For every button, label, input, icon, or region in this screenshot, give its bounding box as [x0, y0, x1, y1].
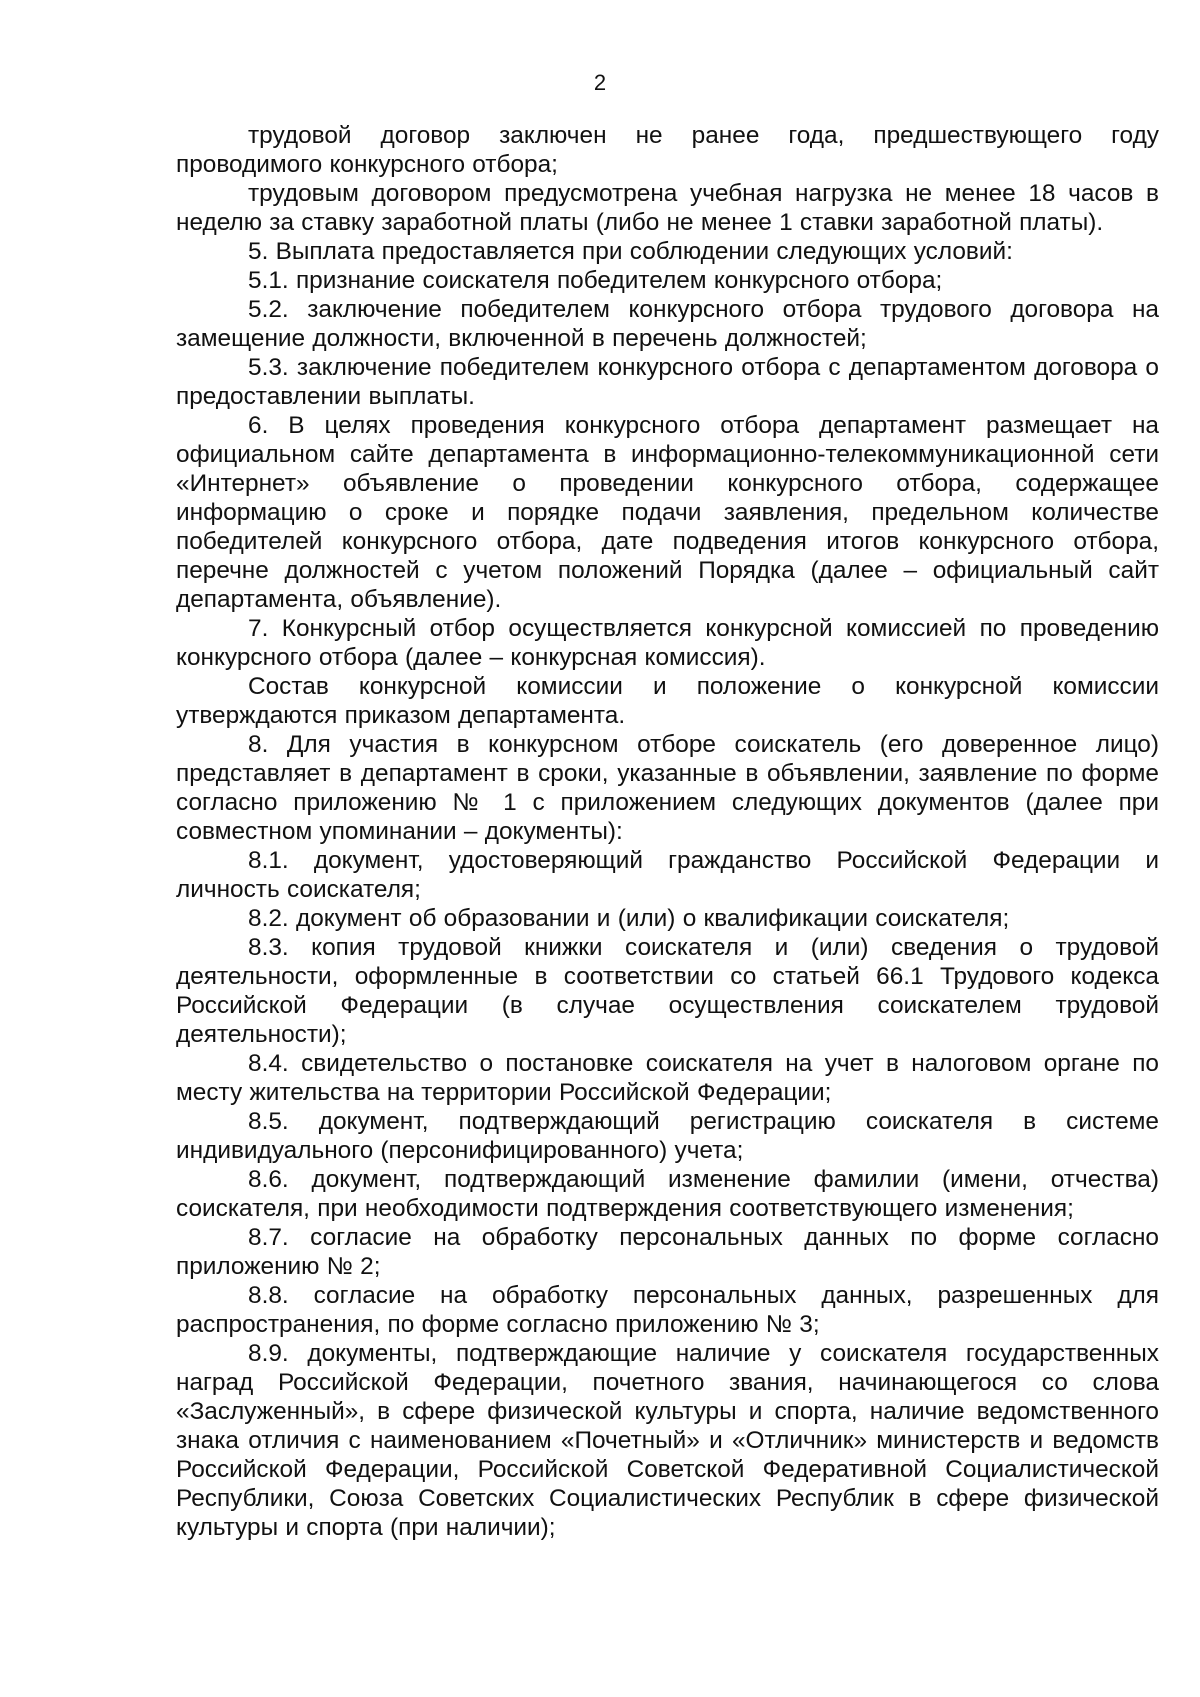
paragraph-8-6: 8.6. документ, подтверждающий изменение фамилии (имени, отчества) соискателя, при необходимости подтверждения соответствующего изменения; [176, 1166, 1159, 1222]
paragraph-8-5: 8.5. документ, подтверждающий регистрацию соискателя в системе индивидуального (персонифицированного) учета; [176, 1108, 1159, 1164]
paragraph-8-2: 8.2. документ об образовании и (или) о квалификации соискателя; [248, 905, 1010, 932]
paragraph-8-7: 8.7. согласие на обработку персональных данных по форме согласно приложению № 2; [176, 1224, 1159, 1280]
paragraph-8-4: 8.4. свидетельство о постановке соискателя на учет в налоговом органе по месту жительства на территории Российской Федерации; [176, 1050, 1159, 1106]
paragraph-8-1: 8.1. документ, удостоверяющий гражданство Российской Федерации и личность соискателя; [176, 847, 1159, 903]
document-body [176, 121, 1159, 1542]
paragraph-7: 7. Конкурсный отбор осуществляется конкурсной комиссией по проведению конкурсного отбора (далее – конкурсная комиссия). [176, 615, 1159, 671]
paragraph-8-3: 8.3. копия трудовой книжки соискателя и (или) сведения о трудовой деятельности, оформленные в соответствии со статьей 66.1 Трудового кодекса Российской Федерации (в случае осуществления соискателем трудовой деятельности); [176, 934, 1159, 1048]
page-number: 2 [593, 70, 607, 95]
paragraph-8-8: 8.8. согласие на обработку персональных данных, разрешенных для распространения, по форме согласно приложению № 3; [176, 1282, 1159, 1338]
paragraph-5-3: 5.3. заключение победителем конкурсного отбора с департаментом договора о предоставлении выплаты. [176, 354, 1159, 410]
paragraph-5-conditions: 5. Выплата предоставляется при соблюдении следующих условий: [248, 238, 1013, 265]
paragraph-employment-contract-date: трудовой договор заключен не ранее года, предшествующего году проводимого конкурсного отбора; [176, 122, 1159, 178]
paragraph-8: 8. Для участия в конкурсном отборе соискатель (его доверенное лицо) представляет в департамент в сроки, указанные в объявлении, заявление по форме согласно приложению № 1 с приложением следующих документов (далее при совместном упоминании – документы): [176, 731, 1159, 845]
paragraph-teaching-load: трудовым договором предусмотрена учебная нагрузка не менее 18 часов в неделю за ставку заработной платы (либо не менее 1 ставки заработной платы). [176, 180, 1159, 236]
paragraph-8-9: 8.9. документы, подтверждающие наличие у соискателя государственных наград Российской Федерации, почетного звания, начинающегося со слова «Заслуженный», в сфере физической культуры и спорта, наличие ведомственного знака отличия с наименованием «Почетный» и «Отличник» министерств и ведомств Российской Федерации, Российской Советской Федеративной Социалистической Республики, Союза Советских Социалистических Республик в сфере физической культуры и спорта (при наличии); [176, 1340, 1159, 1541]
paragraph-5-2: 5.2. заключение победителем конкурсного отбора трудового договора на замещение должности, включенной в перечень должностей; [176, 296, 1159, 352]
paragraph-7-commission-composition: Состав конкурсной комиссии и положение о конкурсной комиссии утверждаются приказом департамента. [176, 673, 1159, 729]
paragraph-5-1: 5.1. признание соискателя победителем конкурсного отбора; [248, 267, 943, 294]
paragraph-6: 6. В целях проведения конкурсного отбора департамент размещает на официальном сайте департамента в информационно-телекоммуникационной сети «Интернет» объявление о проведении конкурсного отбора, содержащее информацию о сроке и порядке подачи заявления, предельном количестве победителей конкурсного отбора, дате подведения итогов конкурсного отбора, перечне должностей с учетом положений Порядка (далее – официальный сайт департамента, объявление). [176, 412, 1159, 613]
